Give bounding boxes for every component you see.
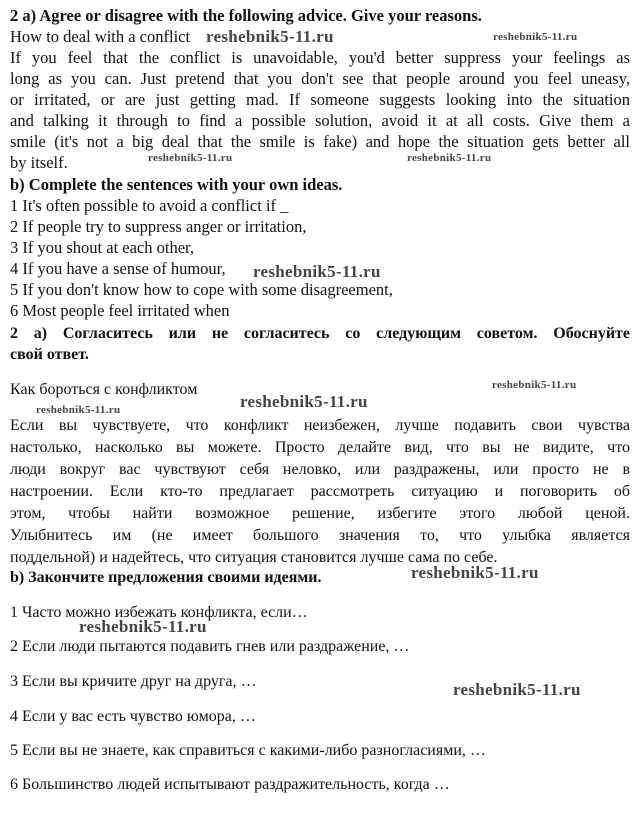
sentence-en: 1 It's often possible to avoid a conflict if _ <box>10 196 289 215</box>
watermark: reshebnik5-11.ru <box>493 31 578 43</box>
watermark: reshebnik5-11.ru <box>253 262 381 281</box>
watermark: reshebnik5-11.ru <box>240 392 368 411</box>
advice-line-ru: настроении. Если кто-то предлагает рассмотреть ситуацию и поговорить об <box>10 483 630 500</box>
sentence-en: 6 Most people feel irritated when <box>10 301 230 320</box>
advice-line-en: by itself. <box>10 153 68 172</box>
watermark: reshebnik5-11.ru <box>407 152 492 164</box>
sentence-ru: 6 Большинство людей испытывают раздражительность, когда … <box>10 776 450 793</box>
watermark: reshebnik5-11.ru <box>206 27 334 46</box>
advice-line-ru: Если вы чувствуете, что конфликт неизбежен, лучше подавить свои чувства <box>10 417 630 434</box>
task-a-heading-ru-cont: свой ответ. <box>10 346 89 363</box>
watermark: reshebnik5-11.ru <box>148 152 233 164</box>
watermark: reshebnik5-11.ru <box>36 404 121 416</box>
advice-line-ru: люди вокруг вас чувствуют себя неловко, или раздражены, или просто не в <box>10 461 630 478</box>
sentence-en: 5 If you don't know how to cope with some disagreement, <box>10 280 393 299</box>
task-b-heading-en: b) Complete the sentences with your own ideas. <box>10 175 343 194</box>
task-b-heading-ru: b) Закончите предложения своими идеями. <box>10 569 322 586</box>
advice-line-en: smile (it's not a big deal that the smile is fake) and hope the situation gets better all <box>10 132 630 151</box>
sentence-en: 4 If you have a sense of humour, <box>10 259 226 278</box>
watermark: reshebnik5-11.ru <box>411 563 539 582</box>
watermark: reshebnik5-11.ru <box>79 617 207 636</box>
sentence-ru: 3 Если вы кричите друг на друга, … <box>10 673 257 690</box>
sentence-ru: 1 Часто можно избежать конфликта, если… <box>10 604 308 621</box>
advice-line-en: If you feel that the conflict is unavoidable, you'd better suppress your feelings as <box>10 48 630 67</box>
task-a-heading-ru: 2 а) Согласитесь или не согласитесь со следующим советом. Обоснуйте <box>10 325 630 342</box>
advice-line-en: or irritated, or are just getting mad. If someone suggests looking into the situation <box>10 90 630 109</box>
advice-line-en: long as you can. Just pretend that you don't see that people around you feel uneasy, <box>10 69 630 88</box>
advice-title-en: How to deal with a conflict <box>10 27 191 46</box>
sentence-ru: 4 Если у вас есть чувство юмора, … <box>10 708 256 725</box>
advice-line-ru: поддельной) и надейтесь, что ситуация становится лучше сама по себе. <box>10 549 498 566</box>
watermark: reshebnik5-11.ru <box>453 680 581 699</box>
advice-line-en: and talking it through to find a possible solution, avoid it at all costs. Give them a <box>10 111 630 130</box>
sentence-en: 3 If you shout at each other, <box>10 238 194 257</box>
task-a-heading-en: 2 a) Agree or disagree with the following advice. Give your reasons. <box>10 6 482 25</box>
advice-line-ru: настолько, насколько вы можете. Просто делайте вид, что вы не видите, что <box>10 439 630 456</box>
sentence-ru: 2 Если люди пытаются подавить гнев или раздражение, … <box>10 638 410 655</box>
sentence-en: 2 If people try to suppress anger or irritation, <box>10 217 307 236</box>
advice-line-ru: этом, чтобы найти возможное решение, избегите этого любой ценой. <box>10 505 630 522</box>
watermark: reshebnik5-11.ru <box>492 379 577 391</box>
sentence-ru: 5 Если вы не знаете, как справиться с какими-либо разногласиями, … <box>10 742 486 759</box>
advice-line-ru: Улыбнитесь им (не имеет большого значения то, что улыбка является <box>10 527 630 544</box>
advice-title-ru: Как бороться с конфликтом <box>10 381 198 398</box>
